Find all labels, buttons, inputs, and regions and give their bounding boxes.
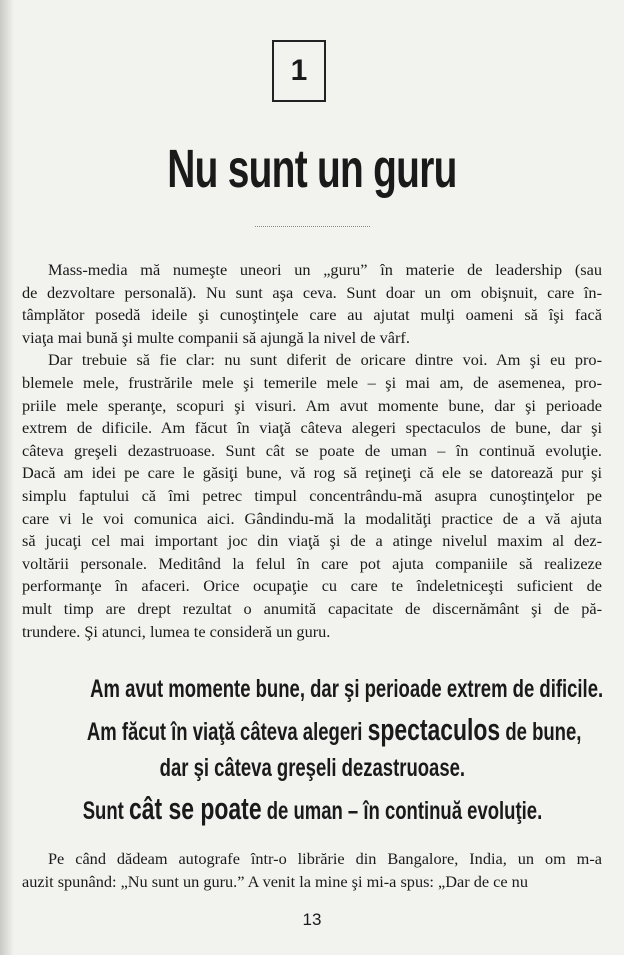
text-line: viaţa mai bună şi multe companii să ajungă la nivel de vârf. xyxy=(22,327,410,347)
text-line: care vi le voi comunica aici. Gândindu-mă la modalităţi practice de a vă ajuta xyxy=(22,508,602,528)
pull-quote-emphasis: cât se poate xyxy=(128,790,262,826)
text-line: să jucaţi cel mai important joc din viaţă şi de a atinge nivelul maxim al dez- xyxy=(22,531,602,551)
text-line: tâmplător posedă ideile şi cunoştinţele care au ajutat mulţi oameni să îşi facă xyxy=(22,305,602,325)
text-line: Mass-media mă numeşte uneori un „guru” în materie de leadership (sau xyxy=(48,260,602,279)
pull-quote-segment: Am făcut în viaţă câteva alegeri xyxy=(86,717,368,746)
text-line: voltării personale. Meditând la felul în care pot ajuta companiile să realizeze xyxy=(22,553,602,573)
body-text-bottom xyxy=(22,848,602,893)
pull-quote-segment: Am avut momente bune, dar şi perioade extrem de dificile. xyxy=(90,675,604,703)
text-line: câteva greşeli dezastruoase. Sunt cât se poate de uman – în continuă evoluţie. xyxy=(22,440,602,460)
text-line: blemele mele, frustrările mele şi temerile mele – şi mai am, de asemenea, pro- xyxy=(22,372,602,392)
pull-quote-segment: de uman – în continuă evoluţie. xyxy=(261,796,542,825)
title-divider xyxy=(255,226,370,227)
pull-quote-segment: Sunt xyxy=(82,796,129,825)
pull-quote-segment: dar şi câteva greşeli dezastruoase. xyxy=(159,754,465,782)
text-line: de dezvoltare personală). Nu sunt aşa ceva. Sunt doar un om obişnuit, care în- xyxy=(22,282,602,302)
text-line: simplu faptului că îmi petrec timpul concentrându-mă asupra cunoştinţelor pe xyxy=(22,485,602,505)
pull-quote-line xyxy=(0,749,624,789)
pull-quote-emphasis: spectaculos xyxy=(367,711,501,747)
pull-quote-segment: de bune, xyxy=(500,717,582,746)
page-number: 13 xyxy=(302,910,322,929)
text-line: Pe când dădeam autografe într-o librărie din Bangalore, India, un om m-a xyxy=(48,849,602,868)
chapter-title xyxy=(0,138,624,200)
text-line: Dacă am idei pe care le găsiţi bune, vă rog să reţineţi că ele se datorează pur şi xyxy=(22,463,602,483)
pull-quote-line xyxy=(0,670,624,710)
text-line: auzit spunând: „Nu sunt un guru.” A venit la mine şi mi-a spus: „Dar de ce nu xyxy=(22,871,528,891)
text-line: mult timp are drept rezultat o anumită capacitate de discernământ şi de pă- xyxy=(22,598,602,618)
pull-quote-line xyxy=(0,710,624,750)
text-line: performanţe în afaceri. Orice ocupaţie cu care te îndeletniceşti suficient de xyxy=(22,576,602,596)
text-line: trundere. Şi atunci, lumea te consideră un guru. xyxy=(22,621,331,641)
text-line: Dar trebuie să fie clar: nu sunt diferit de oricare dintre voi. Am şi eu pro- xyxy=(48,350,602,370)
text-line: extrem de dificile. Am făcut în viaţă câteva alegeri spectaculos de bune, dar şi xyxy=(22,418,602,438)
body-text-top xyxy=(22,259,602,643)
pull-quote xyxy=(0,670,624,828)
chapter-number-box xyxy=(272,40,326,102)
pull-quote-line xyxy=(0,789,624,829)
chapter-title-text: Nu sunt un guru xyxy=(167,139,457,199)
chapter-number: 1 xyxy=(290,54,308,87)
text-line: priile mele speranţe, scopuri şi visuri. Am avut momente bune, dar şi perioade xyxy=(22,395,602,415)
